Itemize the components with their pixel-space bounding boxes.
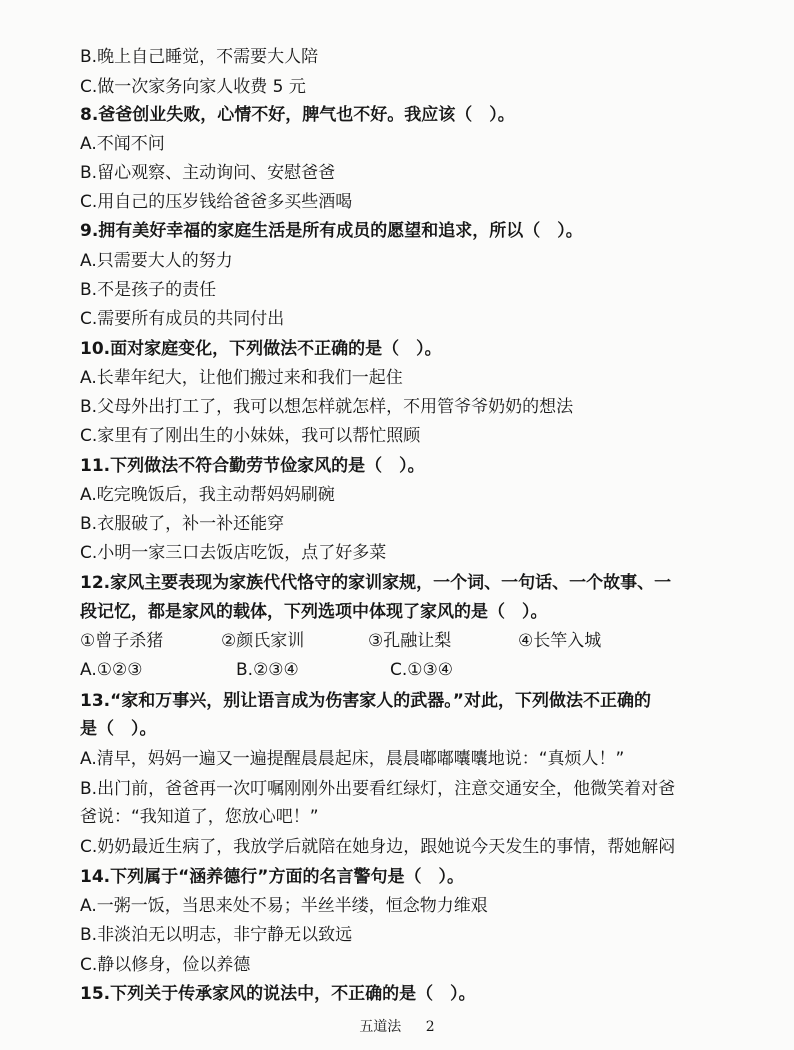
q14-option-b: B.非淡泊无以明志，非宁静无以致远: [80, 925, 353, 945]
q12-item-1: ①曾子杀猪: [80, 631, 164, 651]
q13-option-b-cont: 爸说：“我知道了，您放心吧！”: [80, 807, 319, 827]
question-13: 13.“家和万事兴，别让语言成为伤害家人的武器。”对此，下列做法不正确的: [80, 691, 651, 711]
q13-option-a: A.清早，妈妈一遍又一遍提醒晨晨起床，晨晨嘟嘟囔囔地说：“真烦人！”: [80, 749, 625, 769]
q8-option-c: C.用自己的压岁钱给爸爸多买些酒喝: [80, 192, 353, 212]
q7-option-c: C.做一次家务向家人收费 5 元: [80, 77, 306, 97]
q9-option-a: A.只需要大人的努力: [80, 251, 233, 271]
q10-option-b: B.父母外出打工了，我可以想怎样就怎样，不用管爷爷奶奶的想法: [80, 397, 574, 417]
question-10: 10.面对家庭变化，下列做法不正确的是（ ）。: [80, 339, 442, 359]
q13-option-c: C.奶奶最近生病了，我放学后就陪在她身边，跟她说今天发生的事情，帮她解闷: [80, 837, 676, 857]
question-12-cont: 段记忆，都是家风的载体，下列选项中体现了家风的是（ ）。: [80, 602, 548, 622]
q12-item-4: ④长竿入城: [518, 631, 602, 651]
question-13-cont: 是（ ）。: [80, 719, 157, 739]
q9-option-c: C.需要所有成员的共同付出: [80, 309, 285, 329]
q14-option-a: A.一粥一饭，当思来处不易；半丝半缕，恒念物力维艰: [80, 896, 488, 916]
question-8: 8.爸爸创业失败，心情不好，脾气也不好。我应该（ ）。: [80, 105, 515, 125]
q12-option-b: B.②③④: [236, 660, 299, 680]
footer-subject: 五道法: [359, 1019, 402, 1035]
q12-items: [80, 630, 680, 652]
question-14: 14.下列属于“涵养德行”方面的名言警句是（ ）。: [80, 867, 464, 887]
q9-option-b: B.不是孩子的责任: [80, 280, 217, 300]
q12-option-a: A.①②③: [80, 660, 143, 680]
q8-option-a: A.不闻不问: [80, 134, 165, 154]
q12-option-c: C.①③④: [390, 660, 453, 680]
question-15: 15.下列关于传承家风的说法中，不正确的是（ ）。: [80, 984, 476, 1004]
q12-item-2: ②颜氏家训: [221, 631, 305, 651]
q11-option-b: B.衣服破了，补一补还能穿: [80, 514, 285, 534]
q10-option-c: C.家里有了刚出生的小妹妹，我可以帮忙照顾: [80, 426, 421, 446]
q10-option-a: A.长辈年纪大，让他们搬过来和我们一起住: [80, 368, 403, 388]
question-12: 12.家风主要表现为家族代代恪守的家训家规，一个词、一句话、一个故事、一: [80, 573, 672, 593]
q14-option-c: C.静以修身，俭以养德: [80, 955, 251, 975]
page-footer: [0, 1016, 794, 1036]
footer-page-number: 2: [425, 1019, 435, 1035]
q12-options: [80, 659, 680, 681]
q11-option-c: C.小明一家三口去饭店吃饭，点了好多菜: [80, 543, 387, 563]
q8-option-b: B.留心观察、主动询问、安慰爸爸: [80, 163, 336, 183]
q12-item-3: ③孔融让梨: [368, 631, 452, 651]
q13-option-b: B.出门前，爸爸再一次叮嘱刚刚外出要看红绿灯，注意交通安全，他微笑着对爸: [80, 779, 676, 799]
q11-option-a: A.吃完晚饭后，我主动帮妈妈刷碗: [80, 485, 335, 505]
q7-option-b: B.晚上自己睡觉，不需要大人陪: [80, 47, 319, 67]
question-11: 11.下列做法不符合勤劳节俭家风的是（ ）。: [80, 456, 425, 476]
question-9: 9.拥有美好幸福的家庭生活是所有成员的愿望和追求，所以（ ）。: [80, 221, 583, 241]
